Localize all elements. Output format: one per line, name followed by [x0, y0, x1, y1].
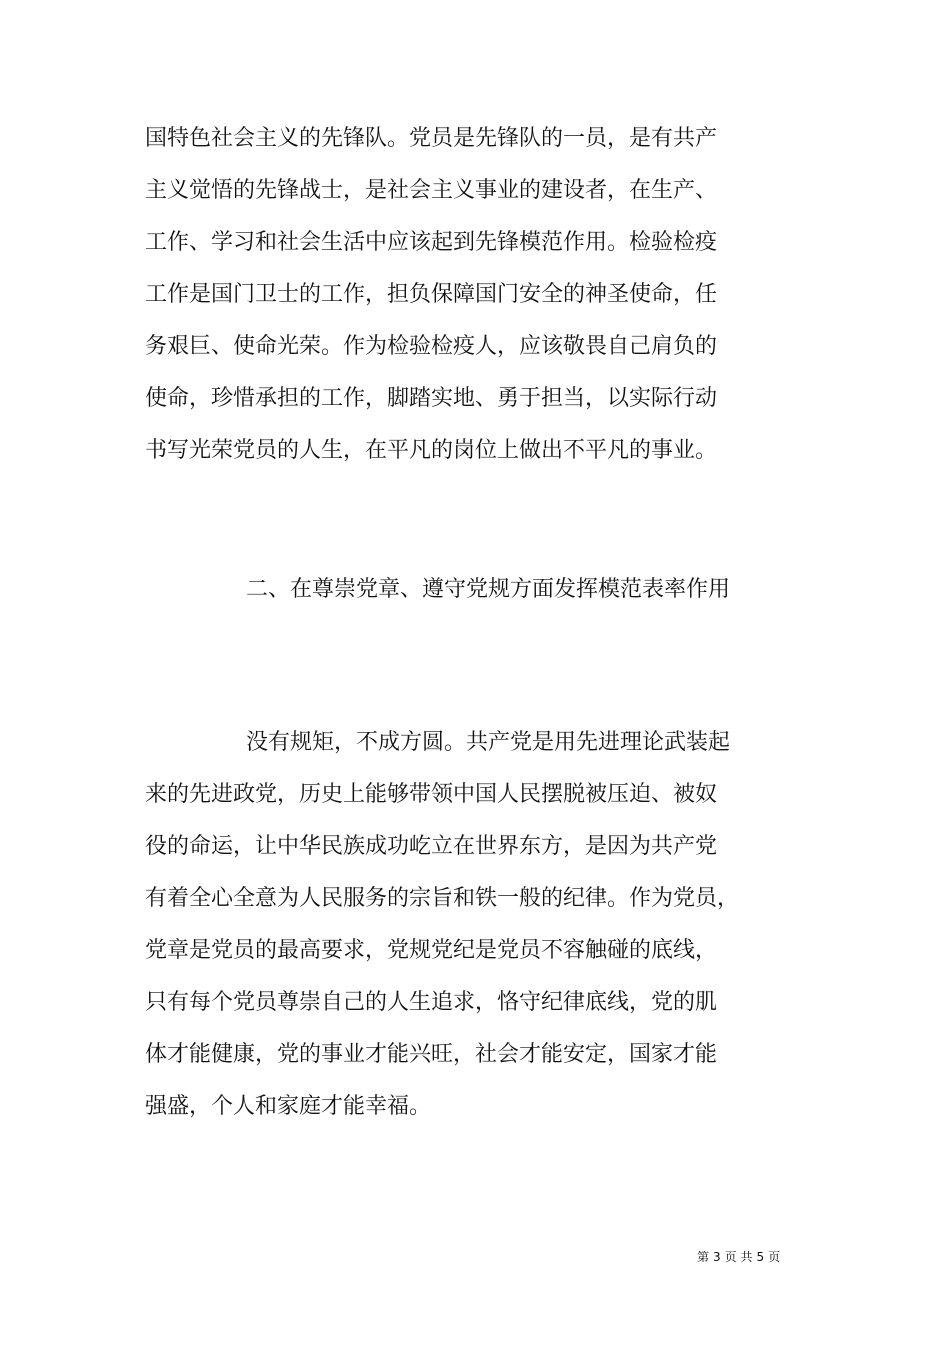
paragraph-line: 只有每个党员尊崇自己的人生追求，恪守纪律底线，党的肌 — [145, 990, 718, 1015]
paragraph-line: 工作、学习和社会生活中应该起到先锋模范作用。检验检疫 — [145, 230, 718, 255]
paragraph-line: 国特色社会主义的先锋队。党员是先锋队的一员，是有共产 — [145, 126, 718, 151]
paragraph-line: 强盛，个人和家庭才能幸福。 — [145, 1094, 432, 1119]
section-heading: 二、在尊崇党章、遵守党规方面发挥模范表率作用 — [246, 577, 731, 602]
paragraph-line: 务艰巨、使命光荣。作为检验检疫人，应该敬畏自己肩负的 — [145, 334, 718, 359]
paragraph-line: 工作是国门卫士的工作，担负保障国门安全的神圣使命，任 — [145, 282, 718, 307]
paragraph-line: 党章是党员的最高要求，党规党纪是党员不容触碰的底线， — [145, 938, 718, 963]
page-number-footer — [697, 1249, 784, 1265]
page-label-suffix: 页 — [768, 1250, 781, 1264]
paragraph-line: 来的先进政党，历史上能够带领中国人民摆脱被压迫、被奴 — [145, 782, 718, 807]
paragraph-line: 主义觉悟的先锋战士，是社会主义事业的建设者，在生产、 — [145, 178, 718, 203]
paragraph-line: 役的命运，让中华民族成功屹立在世界东方，是因为共产党 — [145, 834, 718, 859]
paragraph-line: 有着全心全意为人民服务的宗旨和铁一般的纪律。作为党员， — [145, 886, 740, 911]
paragraph-line: 没有规矩，不成方圆。共产党是用先进理论武装起 — [246, 730, 731, 755]
paragraph-line: 使命，珍惜承担的工作，脚踏实地、勇于担当，以实际行动 — [145, 386, 718, 411]
page-label-prefix: 第 — [697, 1250, 710, 1264]
paragraph-line: 体才能健康，党的事业才能兴旺，社会才能安定，国家才能 — [145, 1042, 718, 1067]
paragraph-line: 书写光荣党员的人生，在平凡的岗位上做出不平凡的事业。 — [145, 438, 718, 463]
page-label-mid: 页 共 — [724, 1250, 753, 1264]
total-pages-number: 5 — [756, 1250, 765, 1264]
current-page-number: 3 — [713, 1250, 721, 1264]
